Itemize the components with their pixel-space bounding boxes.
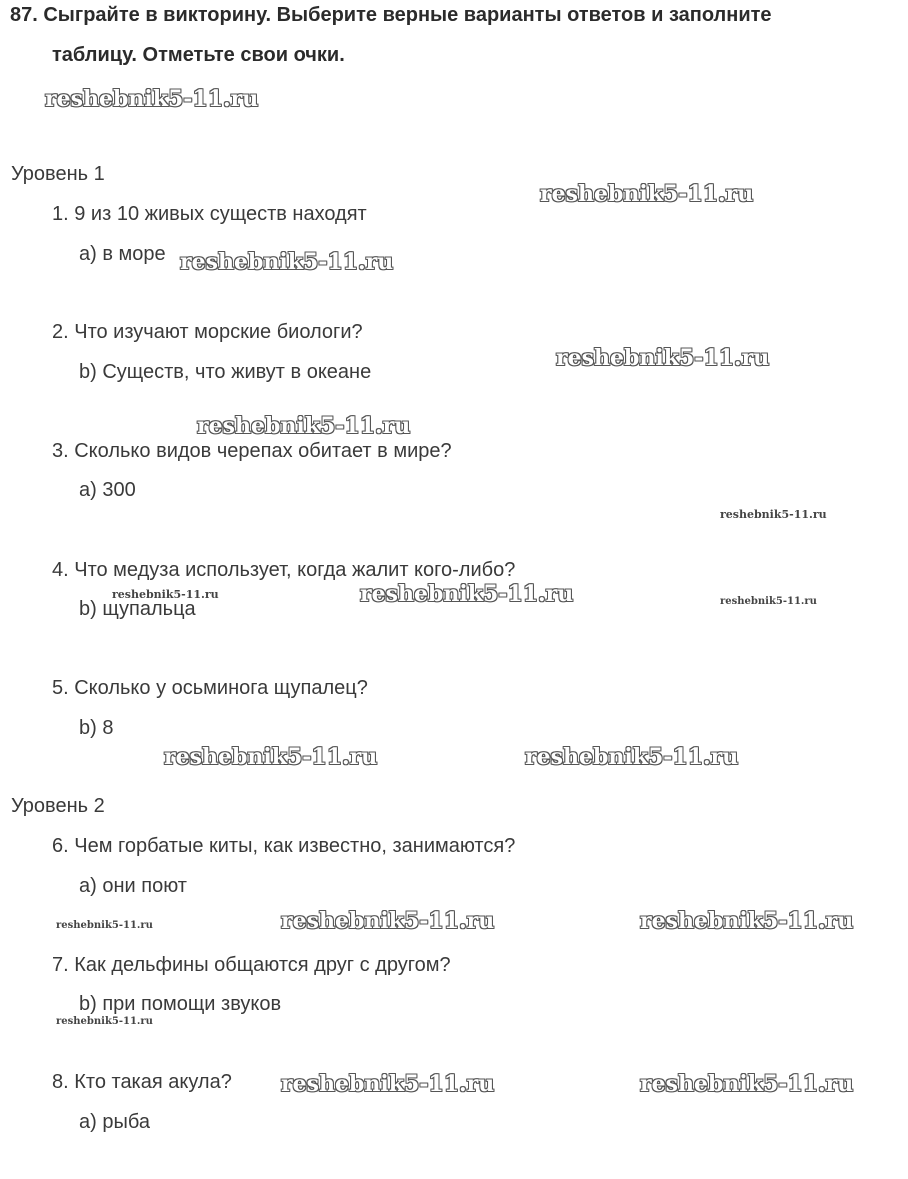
question-1: 1. 9 из 10 живых существ находят	[52, 203, 367, 225]
watermark-logo-small: reshebnik5-11.ru	[56, 920, 153, 931]
question-4: 4. Что медуза использует, когда жалит кого-либо?	[52, 559, 516, 581]
question-6: 6. Чем горбатые киты, как известно, занимаются?	[52, 835, 516, 857]
level-2-title: Уровень 2	[11, 795, 105, 817]
level-1-title: Уровень 1	[11, 163, 105, 185]
watermark-logo: reshebnik5-11.ru	[45, 86, 259, 112]
question-7: 7. Как дельфины общаются друг с другом?	[52, 954, 451, 976]
watermark-logo: reshebnik5-11.ru	[197, 413, 411, 439]
task-title-line1: 87. Сыграйте в викторину. Выберите верные варианты ответов и заполните	[10, 4, 772, 26]
question-2: 2. Что изучают морские биологи?	[52, 321, 363, 343]
watermark-logo: reshebnik5-11.ru	[525, 744, 739, 770]
answer-6: a) они поют	[79, 875, 187, 897]
watermark-logo: reshebnik5-11.ru	[640, 1071, 854, 1097]
answer-8: a) рыба	[79, 1111, 150, 1133]
answer-7: b) при помощи звуков	[79, 993, 282, 1015]
task-title-line2: таблицу. Отметьте свои очки.	[52, 44, 345, 66]
watermark-logo: reshebnik5-11.ru	[540, 181, 754, 207]
watermark-logo: reshebnik5-11.ru	[180, 249, 394, 275]
watermark-logo: reshebnik5-11.ru	[556, 345, 770, 371]
question-5: 5. Сколько у осьминога щупалец?	[52, 677, 368, 699]
watermark-logo: reshebnik5-11.ru	[281, 908, 495, 934]
answer-5: b) 8	[79, 717, 114, 739]
question-3: 3. Сколько видов черепах обитает в мире?	[52, 440, 452, 462]
watermark-logo-small: reshebnik5-11.ru	[112, 588, 219, 601]
watermark-logo-small: reshebnik5-11.ru	[720, 596, 817, 607]
question-8: 8. Кто такая акула?	[52, 1071, 232, 1093]
answer-2: b) Существ, что живут в океане	[79, 361, 372, 383]
answer-1: a) в море	[79, 243, 166, 265]
watermark-logo: reshebnik5-11.ru	[281, 1071, 495, 1097]
watermark-logo-small: reshebnik5-11.ru	[56, 1016, 153, 1027]
answer-3: a) 300	[79, 479, 136, 501]
watermark-logo: reshebnik5-11.ru	[360, 581, 574, 607]
watermark-logo-small: reshebnik5-11.ru	[720, 508, 827, 521]
watermark-logo: reshebnik5-11.ru	[640, 908, 854, 934]
watermark-logo: reshebnik5-11.ru	[164, 744, 378, 770]
answer-4: b) щупальца	[79, 598, 196, 620]
